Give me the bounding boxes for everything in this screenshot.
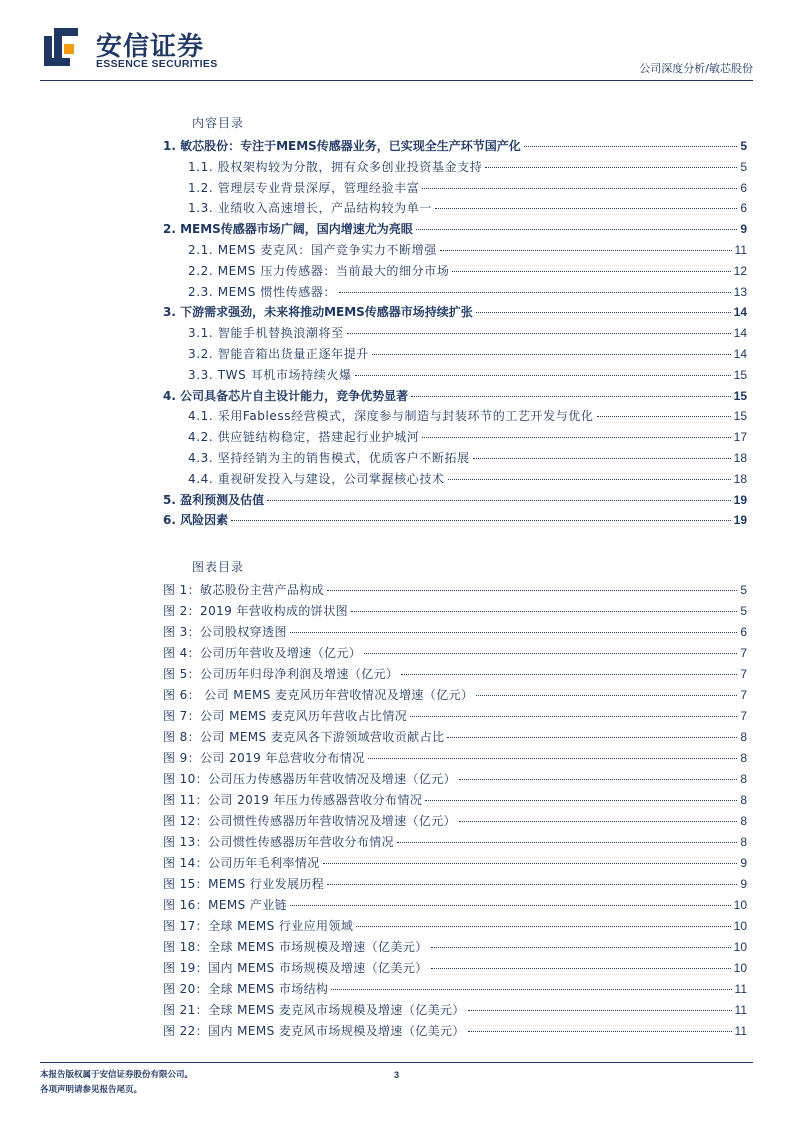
entry-text: 图 17：全球 MEMS 行业应用领域 (163, 919, 354, 933)
dot-leader (440, 250, 732, 251)
entry-page-number: 5 (740, 139, 747, 153)
entry-page-number: 10 (733, 940, 747, 954)
toc-section-entry[interactable] (188, 263, 747, 281)
dot-leader (411, 396, 731, 397)
dot-leader (327, 590, 737, 591)
entry-text: 3.1. 智能手机替换浪潮将至 (188, 326, 344, 341)
dot-leader (435, 208, 737, 209)
entry-page-number: 11 (734, 1003, 747, 1017)
figure-entry[interactable] (163, 897, 747, 915)
figure-entry[interactable] (163, 729, 747, 747)
entry-text: 2.3. MEMS 惯性传感器： (188, 284, 337, 299)
entry-text: 图 4：公司历年营收及增速（亿元） (163, 646, 362, 660)
entry-text: 1. 敏芯股份：专注于MEMS传感器业务，已实现全生产环节国产化 (163, 139, 521, 153)
toc-section-entry[interactable] (188, 367, 747, 385)
entry-text: 4.3. 坚持经销为主的销售模式，优质客户不断拓展 (188, 451, 470, 465)
dot-leader (290, 905, 731, 906)
dot-leader (422, 188, 737, 189)
page-number: 3 (394, 1070, 400, 1080)
toc-chapter-entry[interactable] (163, 388, 747, 406)
entry-text: 1.3. 业绩收入高速增长，产品结构较为单一 (188, 201, 432, 216)
entry-text: 5. 盈利预测及估值 (163, 492, 265, 507)
entry-text: 4.2. 供应链结构稳定，搭建起行业护城河 (188, 430, 420, 445)
dot-leader (364, 653, 737, 654)
entry-text: 图 16：MEMS 产业链 (163, 898, 288, 912)
dot-leader (290, 632, 737, 633)
dot-leader (416, 229, 738, 230)
entry-text: 图 12：公司惯性传感器历年营收情况及增速（亿元） (163, 814, 457, 828)
figure-entry[interactable] (163, 960, 747, 978)
toc-title: 内容目录 (192, 116, 245, 130)
dot-leader (485, 167, 737, 168)
figure-entry[interactable] (163, 603, 747, 621)
entry-text: 2. MEMS传感器市场广阔，国内增速尤为亮眼 (163, 222, 413, 237)
figure-entry[interactable] (163, 855, 747, 873)
dot-leader (524, 146, 738, 147)
toc-section-entry[interactable] (188, 346, 747, 364)
figure-entry[interactable] (163, 771, 747, 789)
entry-text: 图 11：公司 2019 年压力传感器营收分布情况 (163, 793, 423, 807)
dot-leader (356, 926, 730, 927)
entry-page-number: 13 (733, 284, 747, 299)
entry-page-number: 9 (740, 856, 747, 870)
entry-text: 3.2. 智能音箱出货量正逐年提升 (188, 347, 369, 361)
dot-leader (476, 695, 737, 696)
dot-leader (425, 800, 737, 801)
dot-leader (351, 611, 737, 612)
figure-entry[interactable] (163, 645, 747, 663)
entry-page-number: 7 (740, 646, 747, 660)
entry-page-number: 6 (740, 625, 747, 639)
entry-page-number: 7 (740, 688, 747, 702)
entry-text: 图 1：敏芯股份主营产品构成 (163, 583, 325, 597)
dot-leader (447, 737, 737, 738)
entry-page-number: 8 (740, 730, 747, 744)
figure-entry[interactable] (163, 708, 747, 726)
dot-leader (431, 968, 731, 969)
entry-page-number: 11 (734, 982, 747, 996)
disclaimer-note: 各项声明请参见报告尾页。 (40, 1085, 143, 1095)
entry-page-number: 10 (733, 919, 747, 933)
copyright-note: 本报告版权属于安信证券股份有限公司。 (40, 1070, 194, 1080)
toc-chapter-entry[interactable] (163, 138, 747, 156)
entry-page-number: 7 (740, 709, 747, 723)
toc-section-entry[interactable] (188, 159, 747, 177)
dot-leader (410, 716, 737, 717)
figure-entry[interactable] (163, 792, 747, 810)
entry-text: 2.2. MEMS 压力传感器：当前最大的细分市场 (188, 263, 450, 278)
figure-entry[interactable] (163, 666, 747, 684)
entry-page-number: 8 (740, 814, 747, 828)
footer-divider (40, 1062, 753, 1063)
dot-leader (231, 520, 731, 521)
entry-text: 1.1. 股权架构较为分散，拥有众多创业投资基金支持 (188, 159, 483, 174)
entry-text: 图 5：公司历年归母净利润及增速（亿元） (163, 667, 399, 681)
figure-entry[interactable] (163, 876, 747, 894)
toc-chapter-entry[interactable] (163, 492, 747, 510)
dot-leader (397, 842, 737, 843)
toc-section-entry[interactable] (188, 471, 747, 489)
entry-text: 图 19：国内 MEMS 市场规模及增速（亿美元） (163, 961, 428, 975)
entry-text: 1.2. 管理层专业背景深厚，管理经验丰富 (188, 180, 420, 195)
toc-chapter-entry[interactable] (163, 304, 747, 322)
figure-entry[interactable] (163, 939, 747, 957)
entry-text: 图 6： 公司 MEMS 麦克风历年营收情况及增速（亿元） (163, 688, 474, 702)
entry-page-number: 18 (733, 451, 747, 465)
toc-section-entry[interactable] (188, 450, 747, 468)
entry-text: 3. 下游需求强劲，未来将推动MEMS传感器市场持续扩张 (163, 305, 473, 320)
figure-entry[interactable] (163, 813, 747, 831)
entry-text: 4. 公司具备芯片自主设计能力，竞争优势显著 (163, 388, 409, 403)
dot-leader (476, 312, 731, 313)
dot-leader (339, 292, 731, 293)
dot-leader (473, 458, 731, 459)
essence-logo-icon (44, 28, 78, 66)
dot-leader (372, 354, 731, 355)
figure-entry[interactable] (163, 687, 747, 705)
entry-page-number: 14 (733, 347, 747, 361)
entry-page-number: 5 (740, 604, 747, 618)
dot-leader (459, 779, 737, 780)
entry-page-number: 9 (740, 877, 747, 891)
entry-text: 图 8：公司 MEMS 麦克风各下游领域营收贡献占比 (163, 730, 445, 744)
dot-leader (431, 947, 731, 948)
dot-leader (468, 1031, 732, 1032)
logo-chinese-name: 安信证券 (96, 32, 205, 62)
toc-chapter-entry[interactable] (163, 512, 747, 530)
dot-leader (452, 271, 730, 272)
entry-text: 图 14：公司历年毛利率情况 (163, 856, 320, 870)
entry-text: 图 9：公司 2019 年总营收分布情况 (163, 751, 365, 765)
entry-text: 图 2：2019 年营收构成的饼状图 (163, 604, 349, 618)
entry-text: 图 10：公司压力传感器历年营收情况及增速（亿元） (163, 772, 457, 786)
entry-page-number: 14 (733, 326, 747, 341)
dot-leader (267, 500, 731, 501)
dot-leader (355, 375, 731, 376)
entry-page-number: 12 (733, 263, 747, 278)
entry-page-number: 19 (733, 513, 747, 528)
figure-entry[interactable] (163, 1023, 747, 1041)
entry-page-number: 15 (733, 367, 747, 382)
dot-leader (347, 333, 731, 334)
entry-text: 图 21：全球 MEMS 麦克风市场规模及增速（亿美元） (163, 1003, 465, 1017)
figure-entry[interactable] (163, 981, 747, 999)
dot-leader (422, 437, 730, 438)
entry-page-number: 15 (733, 388, 747, 403)
entry-text: 4.1. 采用Fabless经营模式，深度参与制造与封装环节的工艺开发与优化 (188, 409, 594, 424)
entry-page-number: 9 (740, 222, 747, 237)
page-header (40, 24, 753, 80)
logo-english-name: ESSENCE SECURITIES (96, 58, 218, 70)
dot-leader (468, 1010, 732, 1011)
entry-page-number: 8 (740, 835, 747, 849)
entry-page-number: 5 (740, 159, 747, 174)
entry-page-number: 15 (733, 409, 747, 424)
dot-leader (368, 758, 738, 759)
entry-text: 3.3. TWS 耳机市场持续火爆 (188, 367, 352, 382)
dot-leader (323, 863, 738, 864)
header-divider (40, 80, 753, 81)
entry-page-number: 14 (733, 305, 747, 320)
dot-leader (459, 821, 737, 822)
entry-text: 图 3：公司股权穿透图 (163, 625, 287, 639)
entry-page-number: 6 (740, 201, 747, 216)
entry-page-number: 8 (740, 793, 747, 807)
entry-text: 6. 风险因素 (163, 513, 229, 528)
entry-page-number: 7 (740, 667, 747, 681)
figure-entry[interactable] (163, 582, 747, 600)
toc-section-entry[interactable] (188, 180, 747, 198)
dot-leader (401, 674, 737, 675)
toc-section-entry[interactable] (188, 242, 747, 260)
entry-page-number: 10 (733, 961, 747, 975)
figures-title: 图表目录 (192, 560, 245, 574)
figure-entry[interactable] (163, 624, 747, 642)
figure-entry[interactable] (163, 834, 747, 852)
company-logo (40, 24, 340, 76)
dot-leader (327, 884, 737, 885)
entry-page-number: 8 (740, 772, 747, 786)
dot-leader (448, 479, 731, 480)
entry-page-number: 19 (733, 492, 747, 507)
entry-text: 4.4. 重视研发投入与建设，公司掌握核心技术 (188, 471, 445, 486)
entry-page-number: 11 (734, 1024, 747, 1038)
entry-page-number: 6 (740, 180, 747, 195)
figure-entry[interactable] (163, 918, 747, 936)
entry-text: 图 22：国内 MEMS 麦克风市场规模及增速（亿美元） (163, 1024, 465, 1038)
entry-page-number: 10 (733, 898, 747, 912)
entry-page-number: 8 (740, 751, 747, 765)
entry-page-number: 18 (733, 471, 747, 486)
toc-section-entry[interactable] (188, 429, 747, 447)
toc-chapter-entry[interactable] (163, 221, 747, 239)
figure-entry[interactable] (163, 750, 747, 768)
entry-page-number: 5 (740, 583, 747, 597)
dot-leader (597, 416, 731, 417)
figure-entry[interactable] (163, 1002, 747, 1020)
report-type: 公司深度分析/敏芯股份 (639, 62, 753, 75)
entry-text: 图 13：公司惯性传感器历年营收分布情况 (163, 835, 395, 849)
entry-text: 图 20：全球 MEMS 市场结构 (163, 982, 329, 996)
toc-section-entry[interactable] (188, 284, 747, 302)
entry-text: 图 18：全球 MEMS 市场规模及增速（亿美元） (163, 940, 428, 954)
entry-text: 2.1. MEMS 麦克风：国产竞争实力不断增强 (188, 243, 437, 257)
entry-page-number: 11 (734, 243, 747, 257)
entry-page-number: 17 (733, 430, 747, 445)
dot-leader (331, 989, 731, 990)
toc-section-entry[interactable] (188, 200, 747, 218)
toc-section-entry[interactable] (188, 408, 747, 426)
entry-text: 图 15：MEMS 行业发展历程 (163, 877, 325, 891)
toc-section-entry[interactable] (188, 325, 747, 343)
entry-text: 图 7：公司 MEMS 麦克风历年营收占比情况 (163, 709, 408, 723)
